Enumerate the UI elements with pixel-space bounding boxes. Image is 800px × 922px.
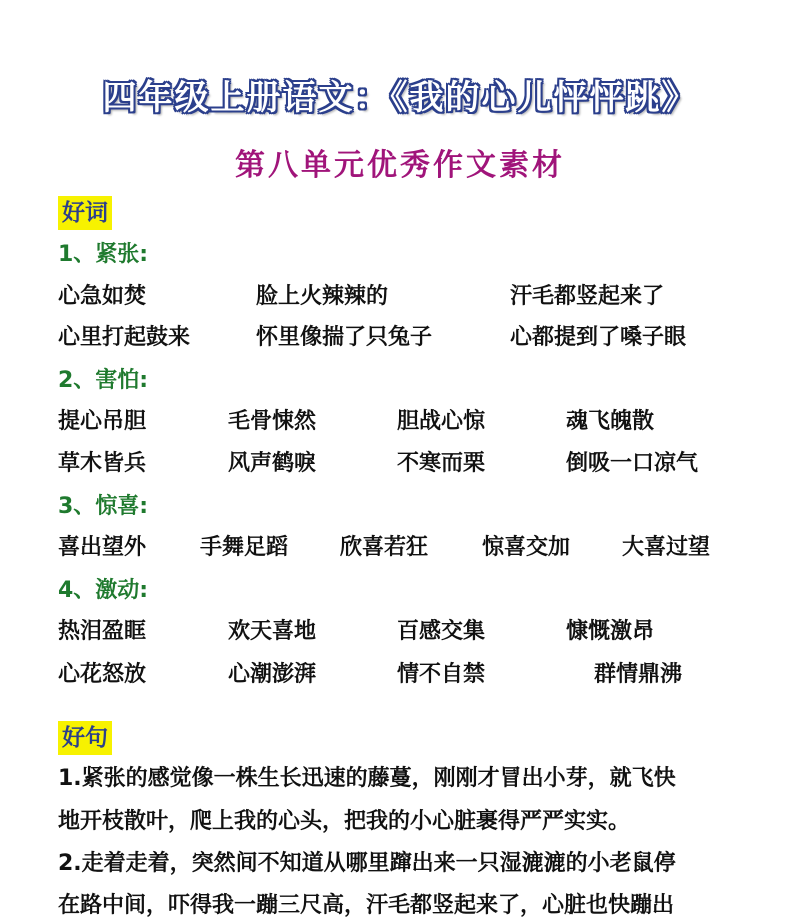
good-words-heading: 好词 (58, 196, 112, 230)
category-label-tension: 1、紧张: (58, 242, 149, 267)
word-item: 怀里像揣了只兔子 (256, 325, 433, 350)
word-row (0, 448, 800, 482)
word-row (0, 281, 800, 315)
word-item: 心花怒放 (58, 662, 147, 687)
word-item: 汗毛都竖起来了 (510, 284, 665, 309)
word-item: 草木皆兵 (58, 451, 147, 476)
word-item: 倒吸一口凉气 (566, 451, 699, 476)
word-item: 情不自禁 (397, 662, 486, 687)
category-label-fear: 2、害怕: (58, 368, 149, 393)
word-row (0, 322, 800, 356)
category-label-excitement: 4、激动: (58, 578, 149, 603)
word-item: 心都提到了嗓子眼 (510, 325, 687, 350)
word-item: 脸上火辣辣的 (256, 284, 389, 309)
word-item: 热泪盈眶 (58, 619, 147, 644)
word-item: 群情鼎沸 (594, 662, 683, 687)
word-item: 胆战心惊 (397, 409, 486, 434)
word-item: 欣喜若狂 (340, 535, 429, 560)
word-item: 慷慨激昂 (566, 619, 655, 644)
sentence-line: 在路中间，吓得我一蹦三尺高，汗毛都竖起来了，心脏也快蹦出 (58, 893, 675, 918)
word-item: 心急如焚 (58, 284, 147, 309)
word-item: 心里打起鼓来 (58, 325, 191, 350)
word-item: 提心吊胆 (58, 409, 147, 434)
word-item: 大喜过望 (622, 535, 711, 560)
word-item: 喜出望外 (58, 535, 147, 560)
word-row (0, 616, 800, 650)
word-item: 手舞足蹈 (200, 535, 289, 560)
word-item: 百感交集 (397, 619, 486, 644)
page-subtitle: 第八单元优秀作文素材 (235, 148, 565, 183)
word-item: 毛骨悚然 (228, 409, 317, 434)
word-row (0, 532, 800, 566)
word-item: 魂飞魄散 (566, 409, 655, 434)
word-item: 不寒而栗 (397, 451, 486, 476)
word-item: 惊喜交加 (482, 535, 571, 560)
word-item: 心潮澎湃 (228, 662, 317, 687)
word-row (0, 659, 800, 693)
good-sentences-heading: 好句 (58, 721, 112, 755)
word-row (0, 406, 800, 440)
category-label-surprise: 3、惊喜: (58, 494, 149, 519)
sentence-line: 1.紧张的感觉像一株生长迅速的藤蔓，刚刚才冒出小芽，就飞快 (58, 766, 676, 791)
sentence-line: 2.走着走着，突然间不知道从哪里蹿出来一只湿漉漉的小老鼠停 (58, 851, 676, 876)
sentence-line: 地开枝散叶，爬上我的心头，把我的小心脏裹得严严实实。 (58, 809, 631, 834)
word-item: 风声鹤唳 (228, 451, 317, 476)
page-title: 四年级上册语文：《我的心儿怦怦跳》 (102, 78, 698, 118)
word-item: 欢天喜地 (228, 619, 317, 644)
